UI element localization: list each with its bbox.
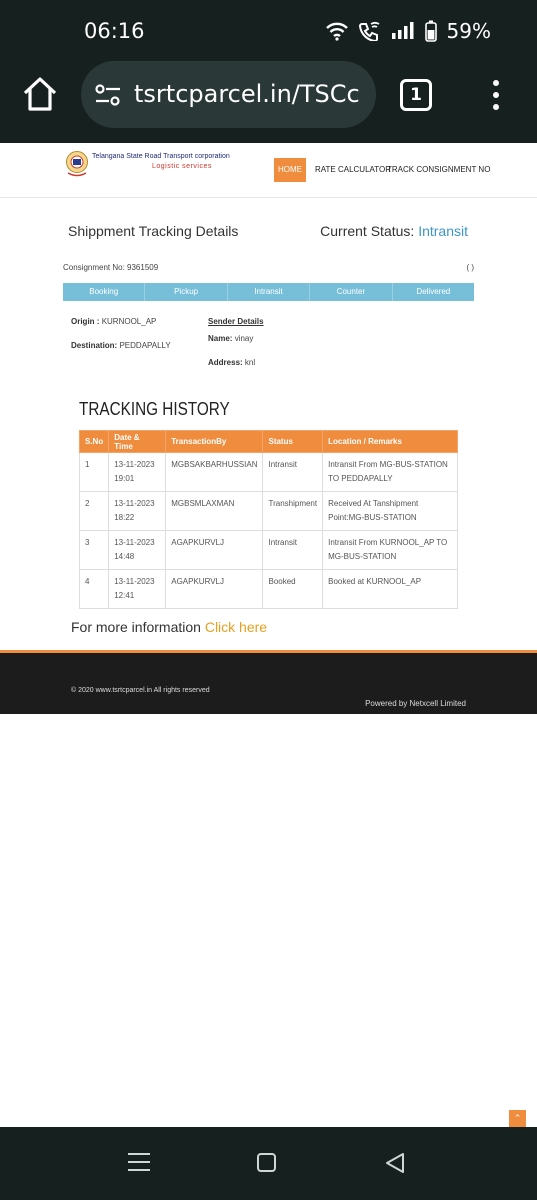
cell-status: Intransit — [263, 453, 323, 492]
cell-transaction-by: AGAPKURVLJ — [166, 570, 263, 609]
col-sno: S.No — [80, 431, 109, 453]
cell-transaction-by: MGBSAKBARHUSSIAN — [166, 453, 263, 492]
site-settings-icon[interactable] — [94, 83, 122, 107]
recent-apps-icon[interactable] — [128, 1153, 150, 1173]
cell-sno: 3 — [80, 531, 109, 570]
back-icon[interactable] — [384, 1152, 406, 1174]
battery-level: 59% — [446, 19, 491, 43]
site-header — [0, 143, 537, 198]
cell-remarks: Intransit From MG-BUS-STATION TO PEDDAPALLY — [323, 453, 458, 492]
click-here-link[interactable]: Click here — [204, 619, 268, 635]
cell-sno: 1 — [80, 453, 109, 492]
sender-name-value: vinay — [234, 334, 254, 343]
nav-home[interactable]: HOME — [274, 158, 306, 182]
logo-title: Telangana State Road Transport corporation — [92, 153, 230, 160]
browser-chrome — [0, 0, 537, 143]
site-footer — [0, 650, 537, 714]
cell-remarks: Received At Tanshipment Point:MG-BUS-STATION — [323, 492, 458, 531]
destination-label: Destination: — [71, 341, 118, 350]
destination-value: PEDDAPALLY — [119, 341, 171, 350]
cell-status: Transhipment — [263, 492, 323, 531]
sender-address-value: knl — [244, 358, 256, 367]
cell-date-time: 13-11-2023 18:22 — [109, 492, 166, 531]
col-transaction-by: TransactionBy — [166, 431, 263, 453]
step-intransit: Intransit — [228, 283, 310, 301]
tracking-progress-bar — [63, 283, 474, 301]
tracking-history-title: TRACKING HISTORY — [79, 399, 230, 419]
system-nav-bar — [0, 1127, 537, 1200]
cell-transaction-by: MGBSMLAXMAN — [166, 492, 263, 531]
consignment-number: Consignment No: 9361509 — [63, 263, 159, 272]
origin — [71, 317, 156, 326]
cell-date-time: 13-11-2023 14:48 — [109, 531, 166, 570]
sender-address — [208, 358, 255, 367]
step-delivered: Delivered — [416, 287, 451, 296]
signal-icon — [391, 22, 415, 40]
step-counter: Counter — [310, 283, 392, 301]
table-header-row — [80, 431, 458, 453]
sender-details-heading: Sender Details — [208, 317, 264, 326]
powered-by-text: Powered by Netxcell Limited — [365, 699, 466, 708]
sender-name-label: Name: — [208, 334, 233, 343]
cell-sno: 2 — [80, 492, 109, 531]
origin-value: KURNOOL_AP — [101, 317, 157, 326]
table-row — [80, 570, 458, 609]
url-text[interactable]: tsrtcparcel.in/TSCc — [134, 80, 360, 108]
consignment-extra: ( ) — [466, 263, 474, 272]
origin-label: Origin : — [71, 317, 100, 326]
nav-rate-calculator[interactable]: RATE CALCULATOR — [315, 165, 392, 174]
tab-switcher-button[interactable]: 1 — [400, 79, 432, 111]
sender-address-label: Address: — [208, 358, 243, 367]
more-info-text: For more information — [71, 619, 201, 635]
wifi-icon — [325, 21, 349, 41]
cell-status: Booked — [263, 570, 323, 609]
status-time: 06:16 — [84, 19, 145, 43]
step-pickup: Pickup — [145, 283, 227, 301]
overflow-menu-icon[interactable] — [488, 80, 504, 112]
tsrtc-emblem-icon[interactable] — [65, 149, 89, 179]
table-row — [80, 492, 458, 531]
cell-remarks: Intransit From KURNOOL_AP TO MG-BUS-STATION — [323, 531, 458, 570]
sender-name — [208, 334, 253, 343]
cell-remarks: Booked at KURNOOL_AP — [323, 570, 458, 609]
scroll-to-top-button[interactable] — [509, 1110, 526, 1127]
col-status: Status — [263, 431, 323, 453]
status-icons — [325, 19, 491, 43]
home-icon[interactable] — [20, 74, 60, 114]
col-date-time: Date & Time — [109, 431, 166, 453]
page-title: Shippment Tracking Details — [68, 223, 239, 239]
chevron-up-icon: ⌃ — [513, 1113, 522, 1123]
table-row — [80, 531, 458, 570]
cell-sno: 4 — [80, 570, 109, 609]
current-status-value: Intransit — [418, 223, 468, 239]
current-status-label: Current Status: — [320, 223, 415, 239]
table-row — [80, 453, 458, 492]
cell-date-time: 13-11-2023 12:41 — [109, 570, 166, 609]
cell-date-time: 13-11-2023 19:01 — [109, 453, 166, 492]
copyright-text: © 2020 www.tsrtcparcel.in All rights reserved — [71, 687, 210, 694]
logo-subtitle: Logistic services — [152, 163, 212, 170]
cell-transaction-by: AGAPKURVLJ — [166, 531, 263, 570]
more-info — [71, 619, 267, 635]
url-bar[interactable] — [81, 61, 376, 128]
current-status — [320, 223, 468, 239]
tracking-history-table — [79, 430, 458, 609]
wifi-call-icon — [359, 21, 381, 41]
destination — [71, 341, 171, 350]
col-location-remarks: Location / Remarks — [323, 431, 458, 453]
battery-icon — [425, 20, 437, 42]
system-home-icon[interactable] — [257, 1153, 276, 1172]
nav-track-consignment[interactable]: TRACK CONSIGNMENT NO — [387, 165, 491, 174]
cell-status: Intransit — [263, 531, 323, 570]
step-booking: Booking — [63, 283, 145, 301]
